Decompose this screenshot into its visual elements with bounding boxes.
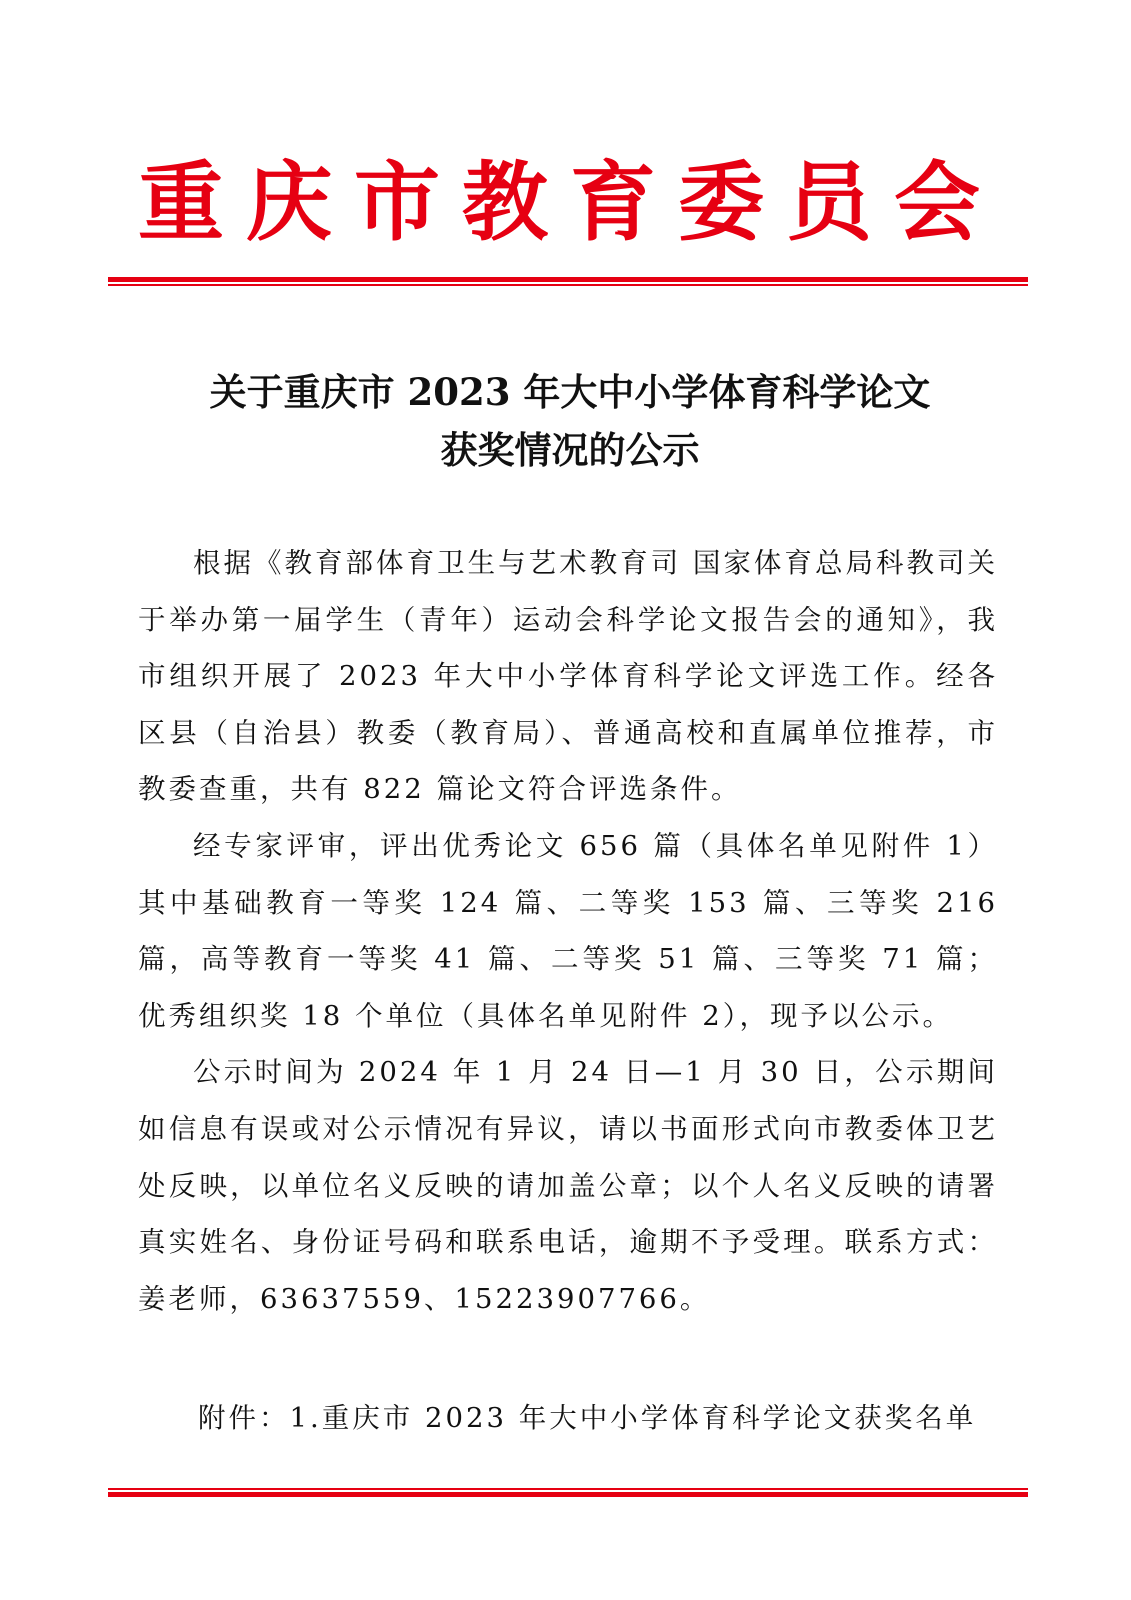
- body-paragraph-1: 根据《教育部体育卫生与艺术教育司 国家体育总局科教司关于举办第一届学生（青年）运动会科学论文报告会的通知》，我市组织开展了 2023 年大中小学体育科学论文评选工作。经各区县（自治县）教委（教育局）、普通高校和直属单位推荐，市教委查重，共有 822 篇论文符合评选条件。: [138, 547, 998, 806]
- document-body: [138, 535, 998, 1327]
- document-title-line-1: 关于重庆市 2023 年大中小学体育科学论文: [209, 370, 931, 414]
- footer-red-rule: [108, 1488, 1028, 1497]
- header-red-rule: [108, 277, 1028, 286]
- body-paragraph-3: 公示时间为 2024 年 1 月 24 日—1 月 30 日，公示期间如信息有误或对公示情况有异议，请以书面形式向市教委体卫艺处反映，以单位名义反映的请加盖公章；以个人名义反映的请署真实姓名、身份证号码和联系电话，逾期不予受理。联系方式：姜老师，63637559、15223907766。: [138, 1056, 998, 1315]
- document-title-line-2: 获奖情况的公示: [440, 428, 700, 472]
- body-paragraph-2: 经专家评审，评出优秀论文 656 篇（具体名单见附件 1）其中基础教育一等奖 124 篇、二等奖 153 篇、三等奖 216 篇，高等教育一等奖 41 篇、二等奖 51 篇、三等奖 71 篇；优秀组织奖 18 个单位（具体名单见附件 2），现予以公示。: [138, 829, 998, 1032]
- issuer-masthead: 重庆市教育委员会: [138, 152, 1002, 253]
- document-title: [110, 363, 1030, 479]
- attachment-line: 附件：1.重庆市 2023 年大中小学体育科学论文获奖名单: [198, 1402, 977, 1434]
